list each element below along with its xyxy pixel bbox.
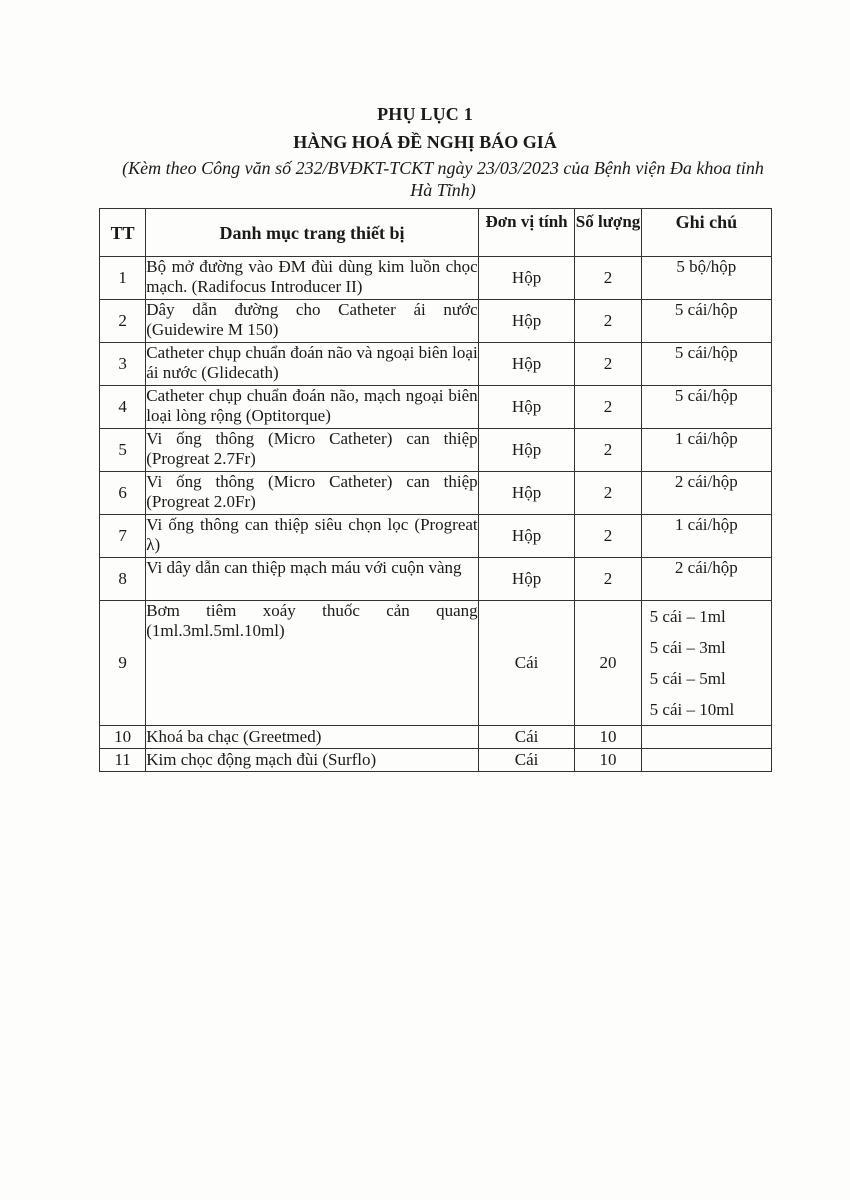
cell-unit: Hộp bbox=[478, 343, 575, 386]
cell-note: 5 cái/hộp bbox=[641, 343, 771, 386]
cell-qty: 2 bbox=[575, 343, 641, 386]
header-name: Danh mục trang thiết bị bbox=[146, 209, 478, 257]
cell-qty: 2 bbox=[575, 257, 641, 300]
cell-note: 2 cái/hộp bbox=[641, 558, 771, 601]
cell-qty: 2 bbox=[575, 429, 641, 472]
cell-qty: 10 bbox=[575, 726, 641, 749]
cell-tt: 9 bbox=[100, 601, 146, 726]
cell-name: Vi ống thông (Micro Catheter) can thiệp (Progreat 2.7Fr) bbox=[146, 429, 478, 472]
cell-tt: 6 bbox=[100, 472, 146, 515]
table-row bbox=[100, 343, 772, 386]
table-row bbox=[100, 749, 772, 772]
cell-tt: 7 bbox=[100, 515, 146, 558]
subtitle: (Kèm theo Công văn số 232/BVĐKT-TCKT ngày 23/03/2023 của Bệnh viện Đa khoa tỉnh Hà Tĩnh) bbox=[122, 158, 764, 200]
cell-note: 5 cái/hộp bbox=[641, 300, 771, 343]
note-line: 5 cái – 3ml bbox=[649, 638, 726, 657]
cell-unit: Cái bbox=[478, 601, 575, 726]
table-row bbox=[100, 257, 772, 300]
cell-tt: 1 bbox=[100, 257, 146, 300]
table-row bbox=[100, 558, 772, 601]
cell-tt: 4 bbox=[100, 386, 146, 429]
cell-unit: Hộp bbox=[478, 429, 575, 472]
cell-note bbox=[641, 601, 771, 726]
table-row bbox=[100, 429, 772, 472]
cell-name: Vi ống thông (Micro Catheter) can thiệp (Progreat 2.0Fr) bbox=[146, 472, 478, 515]
cell-tt: 10 bbox=[100, 726, 146, 749]
table-row bbox=[100, 472, 772, 515]
cell-unit: Cái bbox=[478, 726, 575, 749]
cell-unit: Hộp bbox=[478, 558, 575, 601]
cell-qty: 10 bbox=[575, 749, 641, 772]
table-row bbox=[100, 515, 772, 558]
cell-tt: 8 bbox=[100, 558, 146, 601]
cell-unit: Hộp bbox=[478, 515, 575, 558]
cell-name: Bơm tiêm xoáy thuốc cản quang (1ml.3ml.5ml.10ml) bbox=[146, 601, 478, 726]
note-line: 5 cái – 1ml bbox=[649, 607, 726, 626]
cell-note: 5 cái/hộp bbox=[641, 386, 771, 429]
cell-qty: 20 bbox=[575, 601, 641, 726]
table-row bbox=[100, 386, 772, 429]
cell-note: 2 cái/hộp bbox=[641, 472, 771, 515]
table-row bbox=[100, 601, 772, 726]
note-line: 5 cái – 10ml bbox=[649, 700, 735, 719]
cell-tt: 11 bbox=[100, 749, 146, 772]
table-row bbox=[100, 726, 772, 749]
cell-unit: Hộp bbox=[478, 472, 575, 515]
cell-name: Vi dây dẫn can thiệp mạch máu với cuộn vàng bbox=[146, 558, 478, 601]
main-title: HÀNG HOÁ ĐỀ NGHỊ BÁO GIÁ bbox=[293, 132, 557, 152]
cell-unit: Hộp bbox=[478, 386, 575, 429]
table-row bbox=[100, 300, 772, 343]
header-unit: Đơn vị tính bbox=[478, 209, 575, 257]
note-line: 5 cái – 5ml bbox=[649, 669, 726, 688]
cell-unit: Hộp bbox=[478, 257, 575, 300]
appendix-title: PHỤ LỤC 1 bbox=[377, 104, 473, 124]
header-note: Ghi chú bbox=[641, 209, 771, 257]
cell-qty: 2 bbox=[575, 558, 641, 601]
cell-tt: 2 bbox=[100, 300, 146, 343]
cell-tt: 5 bbox=[100, 429, 146, 472]
cell-note: 1 cái/hộp bbox=[641, 515, 771, 558]
cell-name: Khoá ba chạc (Greetmed) bbox=[146, 726, 478, 749]
cell-name: Dây dẫn đường cho Catheter ái nước (Guidewire M 150) bbox=[146, 300, 478, 343]
cell-qty: 2 bbox=[575, 515, 641, 558]
header-qty: Số lượng bbox=[575, 209, 641, 257]
cell-name: Catheter chụp chuẩn đoán não, mạch ngoại biên loại lòng rộng (Optitorque) bbox=[146, 386, 478, 429]
cell-name: Bộ mở đường vào ĐM đùi dùng kim luồn chọc mạch. (Radifocus Introducer II) bbox=[146, 257, 478, 300]
table-header-row bbox=[100, 209, 772, 257]
cell-qty: 2 bbox=[575, 386, 641, 429]
cell-name: Kim chọc động mạch đùi (Surflo) bbox=[146, 749, 478, 772]
cell-tt: 3 bbox=[100, 343, 146, 386]
cell-note: 5 bộ/hộp bbox=[641, 257, 771, 300]
cell-note bbox=[641, 749, 771, 772]
cell-unit: Cái bbox=[478, 749, 575, 772]
cell-note: 1 cái/hộp bbox=[641, 429, 771, 472]
cell-name: Vi ống thông can thiệp siêu chọn lọc (Progreat λ) bbox=[146, 515, 478, 558]
header-tt: TT bbox=[100, 209, 146, 257]
cell-qty: 2 bbox=[575, 472, 641, 515]
cell-unit: Hộp bbox=[478, 300, 575, 343]
cell-note bbox=[641, 726, 771, 749]
cell-qty: 2 bbox=[575, 300, 641, 343]
cell-name: Catheter chụp chuẩn đoán não và ngoại biên loại ái nước (Glidecath) bbox=[146, 343, 478, 386]
equipment-table bbox=[99, 208, 772, 772]
